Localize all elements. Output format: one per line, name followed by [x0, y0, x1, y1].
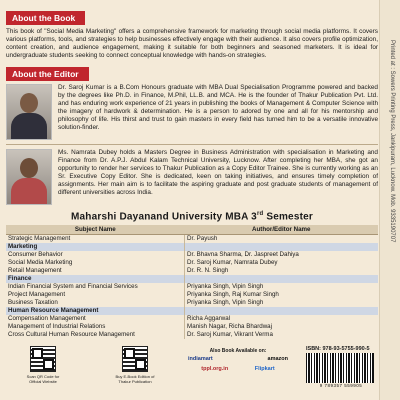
spine-strip [379, 0, 400, 400]
author-name: Dr. Payush [187, 235, 218, 243]
author-name: Priyanka Singh, Vipin Singh [187, 283, 264, 291]
editor-bio-namrata: Ms. Namrata Dubey holds a Masters Degree in Business Administration with specialisation in Marketing and Finance from Dr. A.P.J. Abdul Kalam Technical University, Lucknow. After completing her MBA, she got an opportunity to render her services to Thakur Publication as a Copy Editor Trainee. She is currently working as an Sr. Executive Copy Editor. She is dedicated, keen on taking initiatives, and ensures timely completion of assignments. Her main aim is to facilitate the aspiring graduate and post graduate students of management of different universities across India. [58, 149, 378, 196]
section-divider [6, 144, 378, 145]
author-name [185, 307, 378, 315]
author-name: Dr. Saroj Kumar, Vikrant Verma [187, 331, 273, 339]
editor-block-saroj [6, 84, 378, 140]
store-logos-row1 [188, 356, 288, 362]
indiamart-logo[interactable]: indiamart [188, 356, 213, 362]
about-book-heading: About the Book [6, 11, 85, 25]
stores-title: Also Book Available on: [209, 348, 267, 354]
barcode-digits: 9 789357 559905 [319, 383, 363, 388]
bottom-strip [0, 342, 380, 400]
qr-ebook[interactable] [115, 346, 155, 384]
university-title-main: Maharshi Dayanand University MBA 3 [71, 211, 257, 223]
subject-name: Consumer Behavior [6, 251, 185, 259]
qr-code-icon [30, 346, 56, 372]
about-editor-heading: About the Editor [6, 67, 89, 81]
amazon-logo[interactable]: amazon [267, 356, 288, 362]
table-row [6, 267, 378, 275]
author-name: Priyanka Singh, Vipin Singh [187, 299, 264, 307]
author-name: Richa Aggarwal [187, 315, 231, 323]
table-row [6, 291, 378, 299]
subject-name: Business Taxation [6, 299, 185, 307]
category-name: Human Resource Management [6, 307, 185, 315]
flipkart-logo[interactable]: Flipkart [254, 366, 275, 372]
editor-photo-namrata [6, 149, 52, 205]
table-row [6, 299, 378, 307]
subject-name: Indian Financial System and Financial Services [6, 283, 185, 291]
store-availability [188, 348, 288, 372]
author-name: Dr. Saroj Kumar, Namrata Dubey [187, 259, 278, 267]
category-name: Marketing [6, 243, 185, 251]
table-row [6, 235, 378, 244]
table-header-row [6, 225, 378, 235]
subject-name: Cross Cultural Human Resource Management [6, 331, 185, 339]
subject-name: Retail Management [6, 267, 185, 275]
qr-code-icon [122, 346, 148, 372]
table-row [6, 323, 378, 331]
university-title [6, 211, 378, 222]
qr-ebook-caption: Buy E-Book Edition of Thakur Publication [115, 374, 155, 384]
table-category-row [6, 243, 378, 251]
table-row [6, 259, 378, 267]
editor-block-namrata [6, 149, 378, 205]
subject-name: Strategic Management [6, 235, 185, 244]
author-name: Manish Nagar, Richa Bhardwaj [187, 323, 272, 331]
author-name: Priyanka Singh, Raj Kumar Singh [187, 291, 279, 299]
editor-photo-saroj [6, 84, 52, 140]
subject-name: Social Media Marketing [6, 259, 185, 267]
category-name: Finance [6, 275, 185, 283]
store-logos-row2 [188, 366, 288, 372]
table-row [6, 251, 378, 259]
editor-bio-saroj: Dr. Saroj Kumar is a B.Com Honours graduate with MBA Dual Specialisation Programme powered and backed by the degrees like Ph.D. in Finance, M.Phil, LL.B. and MCA. He is the founder of Thakur Publication Pvt. Ltd. and has enduring work experience of 21 years in publishing the books of Management & Computer Science with the imagery of hardwork & determination. He is a person to adored by one and all for his mentorship and philosophy of life. His thirst and trust to gain masters in every field has turned him to be a versatile innovative solution-finder. [58, 84, 378, 131]
printer-info: Printed at : Sowers Printing Press, Jankipuram, Lucknow. Mob. 9335190707 [389, 40, 395, 243]
qr-official-website[interactable] [26, 346, 60, 384]
subjects-table [6, 225, 378, 339]
cover-content [6, 8, 378, 339]
table-row [6, 283, 378, 291]
qr-official-caption: Scan QR Code for Official Website [26, 374, 60, 384]
table-row [6, 315, 378, 323]
about-editor-section [6, 64, 378, 205]
table-row [6, 331, 378, 339]
university-title-suffix: Semester [263, 211, 313, 223]
author-name: Dr. R. N. Singh [187, 267, 229, 275]
isbn-number: ISBN: 978-93-5755-990-5 [306, 346, 370, 352]
barcode-icon [306, 353, 374, 383]
subject-name: Management of Industrial Relations [6, 323, 185, 331]
table-category-row [6, 275, 378, 283]
author-name [185, 275, 378, 283]
university-title-sup: rd [256, 211, 264, 217]
subject-name: Compensation Management [6, 315, 185, 323]
tppl-logo[interactable]: tppl.org.in [201, 366, 229, 372]
about-book-section [6, 8, 378, 60]
author-name: Dr. Bhavna Sharma, Dr. Jaspreet Dahiya [187, 251, 299, 259]
about-book-paragraph: This book of "Social Media Marketing" offers a comprehensive framework for marketing through social media platforms. It covers various platforms, tools, and strategies to help businesses effectively engage with their audience. It also covers profile optimization, content creation, and audience engagement, making it suitable for both beginners and seasoned marketers. It is ideal for undergraduate students seeking to connect conceptual knowledge with hands-on strategies. [6, 28, 378, 59]
table-header-author: Author/Editor Name [185, 225, 378, 235]
subject-name: Project Management [6, 291, 185, 299]
isbn-block [306, 346, 376, 388]
author-name [185, 243, 378, 251]
table-header-subject: Subject Name [6, 225, 185, 235]
table-category-row [6, 307, 378, 315]
